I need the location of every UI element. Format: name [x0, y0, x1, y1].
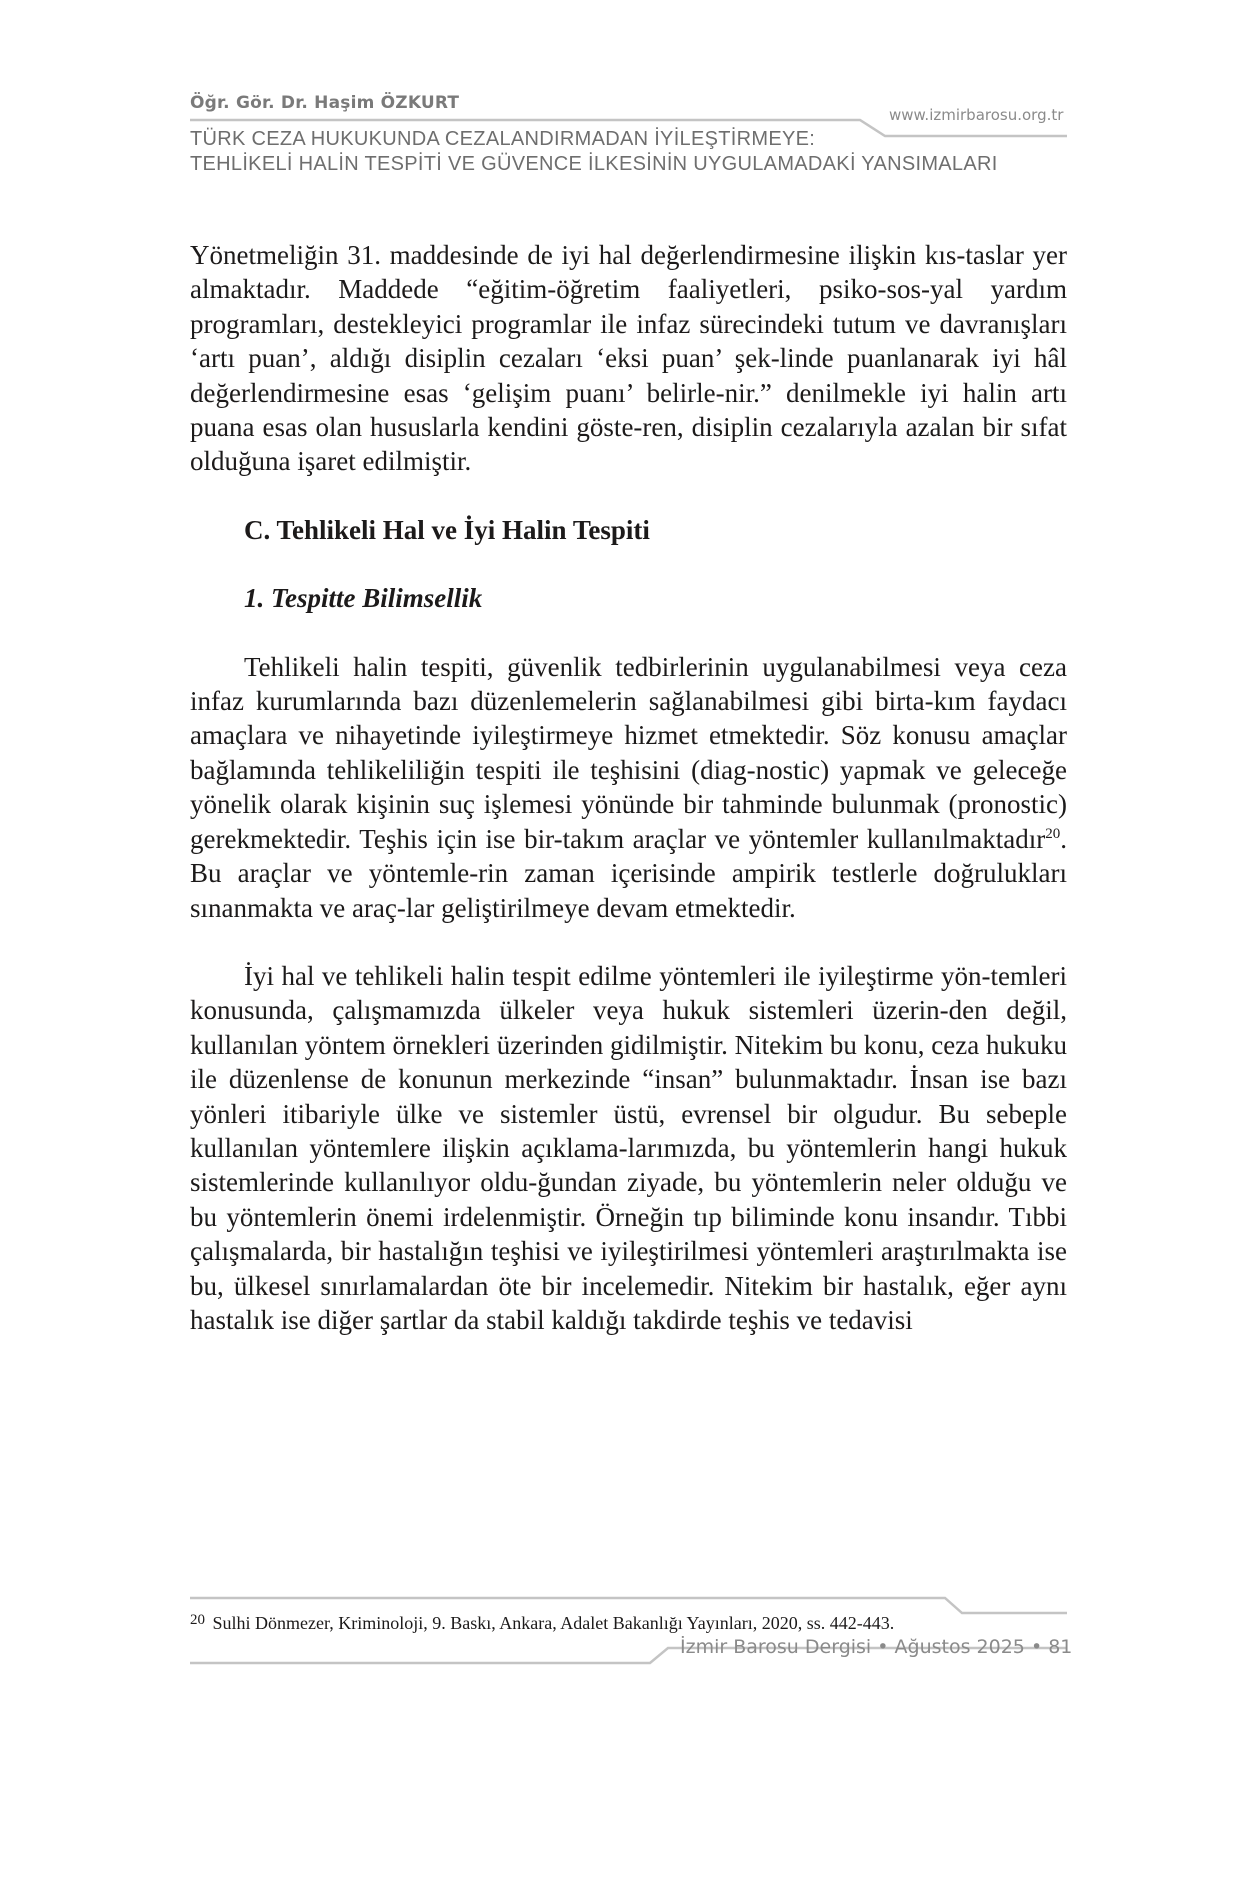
footer-journal: İzmir Barosu Dergisi [680, 1636, 872, 1658]
page-footer [680, 1636, 1073, 1658]
footnote-number: 20 [190, 1612, 205, 1628]
header-author: Öğr. Gör. Dr. Haşim ÖZKURT [190, 93, 460, 113]
paragraph-2-part2: . Bu araçlar ve yöntemle-rin zaman içerisinde ampirik testlerle doğrulukları sınanmakta ve araç-lar geliştirilmeye devam etmektedir. [190, 823, 1067, 923]
paragraph-2-part1: Tehlikeli halin tespiti, güvenlik tedbirlerinin uygulanabilmesi veya ceza infaz kurumlarında bazı düzenlemelerin sağlanabilmesi gibi birta-kım faydacı amaçlara ve nihayetinde iyileştirmeye hizmet etmektedir. Söz konusu amaçlar bağlamında tehlikeliliğin tespiti ile teşhisini (diag-nostic) yapmak ve geleceğe yönelik olarak kişinin suç işlemesi yönünde bir tahminde bulunmak (pronostic) gerekmektedir. Teşhis için ise bir-takım araçlar ve yöntemler kullanılmaktadır [190, 651, 1067, 854]
article-title-line2: TEHLİKELİ HALİN TESPİTİ VE GÜVENCE İLKESİNİN UYGULAMADAKİ YANSIMALARI [190, 153, 998, 175]
section-heading-c: C. Tehlikeli Hal ve İyi Halin Tespiti [244, 514, 650, 545]
page-number: 81 [1048, 1636, 1073, 1658]
paragraph-2 [190, 650, 1067, 925]
paragraph-3: İyi hal ve tehlikeli halin tespit edilme yöntemleri ile iyileştirme yön-temleri konusunda, çalışmamızda ülkeler veya hukuk sistemleri üzerin-den değil, kullanılan yöntem örnekleri üzerinden gidilmiştir. Nitekim bu konu, ceza hukuku ile düzenlense de konunun merkezinde “insan” bulunmaktadır. İnsan ise bazı yönleri itibariyle ülke ve sistemler üstü, evrensel bir olgudur. Bu sebeple kullanılan yöntemlere ilişkin açıklama-larımızda, bu yöntemlerin hangi hukuk sistemlerinde kullanılıyor oldu-ğundan ziyade, bu yöntemlerin neler olduğu ve bu yöntemlerin önemi irdelenmiştir. Örneğin tıp biliminde konu insandır. Tıbbi çalışmalarda, bir hastalığın teşhisi ve iyileştirilmesi yöntemleri araştırılmakta ise bu, ülkesel sınırlamalardan öte bir incelemedir. Nitekim bir hastalık, eğer aynı hastalık ise diğer şartlar da stabil kaldığı takdirde teşhis ve tedavisi [190, 960, 1067, 1335]
body-text [190, 238, 1067, 1337]
subsection-heading-1: 1. Tespitte Bilimsellik [244, 583, 483, 614]
paragraph-1: Yönetmeliğin 31. maddesinde de iyi hal değerlendirmesine ilişkin kıs-taslar yer almaktadır. Maddede “eğitim-öğretim faaliyetleri, psiko-sos-yal yardım programları, destekleyici programlar ile infaz sürecindeki tutum ve davranışları ‘artı puan’, aldığı disiplin cezaları ‘eksi puan’ şek-linde puanlanarak iyi hâl değerlendirmesine esas ‘gelişim puanı’ belirle-nir.” denilmekle iyi halin artı puana esas olan hususlarla kendini göste-ren, disiplin cezalarıyla azalan bir sıfat olduğuna işaret edilmiştir. [190, 240, 1067, 477]
footer-issue: Ağustos 2025 [894, 1636, 1025, 1658]
article-title [190, 127, 1090, 177]
footnote-20 [190, 1612, 1070, 1634]
footnote-reference-20[interactable]: 20 [1045, 825, 1061, 842]
footer-separator: • [877, 1636, 889, 1658]
footnote-text: Sulhi Dönmezer, Kriminoloji, 9. Baskı, Ankara, Adalet Bakanlığı Yayınları, 2020, ss. 442-443. [212, 1613, 895, 1633]
footnote-rule [190, 1598, 1067, 1613]
header-url-link[interactable]: www.izmirbarosu.org.tr [889, 106, 1064, 124]
article-title-line1: TÜRK CEZA HUKUKUNDA CEZALANDIRMADAN İYİLEŞTİRMEYE: [190, 128, 816, 150]
footer-separator: • [1030, 1636, 1043, 1658]
